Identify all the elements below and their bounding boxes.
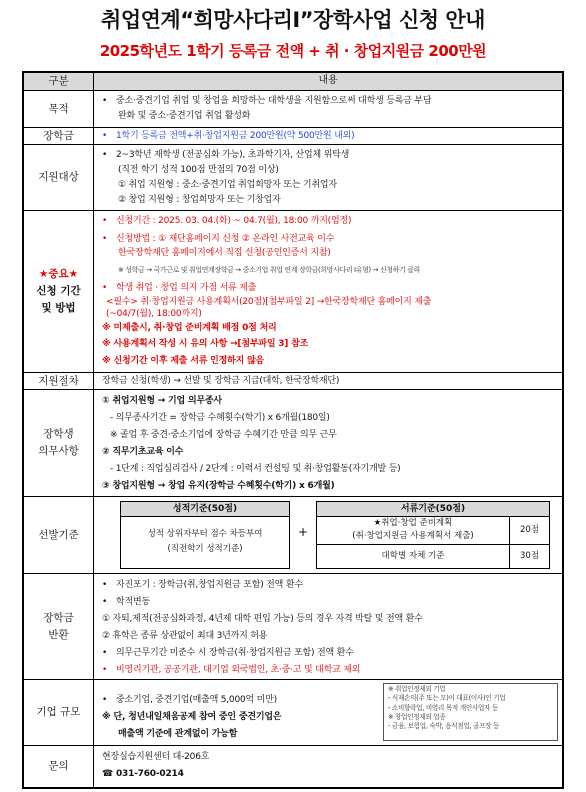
plus-sign: +: [298, 525, 309, 539]
duty-content: [94, 390, 562, 496]
grade-criteria-line-1: 성적 상위자부터 점수 차등부여: [147, 529, 263, 539]
company-exclusion-note: [383, 683, 558, 741]
document-criteria-header: 서류기준(50점): [317, 502, 549, 517]
scholarship-label: 장학금: [24, 128, 94, 144]
refund-row: [24, 573, 562, 679]
company-line-3: 매출액 기준에 관계없이 가능함: [118, 729, 238, 739]
contact-label: 문의: [24, 746, 94, 787]
contact-content: [94, 746, 562, 787]
duty-line-1: ① 취업지원형 → 기업 의무종사: [102, 396, 222, 406]
selection-row: [24, 496, 562, 573]
document-criteria-line-3: 대학별 자체 기준: [317, 545, 510, 568]
apply-label-line-3: 및 방법: [41, 301, 76, 314]
apply-method-1: • 신청방법 : ① 재단홈페이지 신청 ② 온라인 사전교육 이수: [102, 232, 556, 247]
phone-icon: ☎: [102, 769, 114, 779]
eligibility-label: 지원대상: [24, 145, 94, 210]
exclusion-note-line-1: ※ 취업인정제외 기업: [388, 685, 446, 693]
duty-line-4: ② 직무기초교육 이수: [102, 447, 184, 457]
refund-line-5: • 의무근무기간 미준수 시 장학금(취·창업지원금 포함) 전액 환수: [102, 645, 556, 662]
apply-submit-2: <필수> 취·창업지원금 사용계획서(20점)[첨부파일 2] →한국장학재단 홈페이지 제출: [106, 296, 432, 307]
document-criteria-line-2: (취·창업지원금 사용계획서 제출): [352, 531, 474, 541]
refund-content: [94, 574, 562, 679]
company-line-1: • 중소기업, 중견기업(매출액 5,000억 미만): [102, 692, 556, 709]
duty-label: [24, 390, 94, 496]
apply-submit-3: (~04/7(월), 18:00까지): [106, 308, 202, 319]
eligibility-row: [24, 144, 562, 210]
refund-line-4: ② 휴학은 종류 상관없이 최대 3년까지 허용: [102, 631, 268, 641]
grade-criteria-header: 성적기준(50점): [121, 502, 289, 517]
eligibility-content: [94, 145, 562, 210]
apply-warn-2: ※ 사용계획서 작성 시 유의 사항 →[첨부파일 3] 참조: [102, 339, 309, 349]
eligibility-line-1: • 2~3학년 재학생 (전공심화 가능), 초과학기자, 산업체 위탁생: [102, 148, 556, 163]
refund-line-2: • 학적변동: [102, 594, 556, 611]
info-table: [22, 71, 564, 789]
apply-warn-3: ※ 신청기간 이후 제출 서류 인정하지 않음: [102, 355, 265, 366]
refund-line-6: • 비영리기관, 공공기관, 대기업 외국법인, 초·중·고 및 대학교 제외: [102, 662, 556, 679]
procedure-row: [24, 372, 562, 389]
duty-label-line-1: 장학생: [43, 428, 74, 441]
apply-content: [94, 211, 562, 372]
duty-label-line-2: 의무사항: [38, 445, 79, 457]
apply-flow: ※ 성학금 → 국가근로 및 취업연계장학금 → 중소기업 취업 연계 장학금(희망사다리 I유형) → 신청하기 클릭: [118, 265, 420, 274]
refund-line-3: ① 자퇴,제적(전공심화과정, 4년제 대학 편입 가능) 등의 경우 자격 박탈 및 전액 환수: [102, 614, 423, 624]
company-line-2: ※ 단, 청년내일채움공제 참여 중인 중견기업은: [102, 712, 282, 722]
exclusion-note-line-5: - 금융, 보험업, 숙박, 음식점업, 골프장 등: [388, 722, 500, 731]
purpose-content: [94, 91, 562, 127]
apply-warn-1: ※ 미제출시, 취·창업 준비계획 배점 0점 처리: [102, 322, 277, 333]
document-score-1: 20점: [510, 516, 549, 545]
grade-criteria-line-2: (직전학기 성적기준): [167, 544, 243, 554]
duty-line-3: ※ 졸업 후 중견·중소기업에 장학금 수혜기간 만큼 의무 근무: [110, 430, 337, 440]
page-title: 취업연계“희망사다리Ⅰ”장학사업 신청 안내: [101, 8, 485, 32]
duty-line-5: - 1단계 : 직업심리검사 / 2단계 : 이력서 컨설팅 및 취·창업활동(자기개발 등): [110, 464, 401, 474]
refund-label-line-1: 장학금: [43, 611, 74, 624]
purpose-label: 목적: [24, 91, 94, 127]
exclusion-note-line-4: ※ 창업인정제외 업종: [388, 712, 446, 721]
apply-row: [24, 210, 562, 372]
procedure-text: 장학금 신청(학생) → 선발 및 장학금 지급(대학, 한국장학재단): [102, 376, 340, 386]
refund-label: [24, 574, 94, 679]
eligibility-line-3: ① 취업 지원형 : 중소·중견기업 취업희망자 또는 기취업자: [118, 180, 337, 190]
apply-submit-1: • 학생 취업 · 창업 의지 가점 서류 제출: [102, 281, 556, 296]
eligibility-line-4: ② 창업 지원형 : 창업희망자 또는 기창업자: [118, 195, 281, 205]
grade-criteria-box: [120, 501, 290, 569]
exclusion-note-line-2: - 식재손익(주 또는 모)이 대표(이사)인 기업: [388, 694, 506, 703]
header-category: 구분: [24, 73, 94, 90]
apply-method-2: 한국장학재단 홈페이지에서 직접 신청(공인인증서 지참): [118, 248, 331, 258]
duty-line-2: - 의무종사기간 = 장학금 수혜횟수(학기) x 6개월(180일): [110, 413, 330, 423]
page-subtitle: 2025학년도 1학기 등록금 전액 + 취 · 창업지원금 200만원: [99, 42, 487, 60]
apply-label-important: ★중요★: [38, 268, 79, 281]
header-content: 내용: [318, 75, 338, 87]
eligibility-line-2: (직전 학기 성적 100점 만점의 70점 이상): [118, 165, 279, 175]
procedure-label: 지원절차: [24, 373, 94, 389]
selection-label: 선발기준: [24, 497, 94, 573]
document-score-2: 30점: [519, 551, 540, 561]
document-criteria-line-1: ★취업·창업 준비계획: [373, 518, 453, 528]
purpose-line-1: • 중소·중견기업 취업 및 창업을 희망하는 대학생을 지원함으로써 대학생 등록금 부담: [102, 94, 556, 109]
company-label: 기업 규모: [24, 680, 94, 745]
scholarship-text: • 1학기 등록금 전액+취·창업지원금 200만원(약 500만원 내외): [102, 129, 556, 144]
duty-row: [24, 389, 562, 496]
duty-line-6: ③ 창업지원형 → 창업 유지(장학금 수혜횟수(학기) x 6개월): [102, 481, 335, 491]
company-row: [24, 679, 562, 745]
contact-row: [24, 745, 562, 787]
refund-label-line-2: 반환: [48, 628, 69, 641]
document-criteria-box: [316, 501, 550, 569]
apply-period: • 신청기간 : 2025. 03. 04.(화) ~ 04.7(월), 18:00 까지(엄정): [102, 214, 556, 229]
scholarship-content: [94, 128, 562, 144]
contact-office: 현장실습지원센터 대-206호: [102, 752, 210, 762]
purpose-row: [24, 90, 562, 127]
table-header-row: [24, 73, 562, 90]
scholarship-row: [24, 127, 562, 144]
apply-label: [24, 211, 94, 372]
apply-label-line-2: 신청 기간: [36, 285, 81, 298]
exclusion-note-line-3: - 소비향락업, 비영리 목적 개인사업자 등: [388, 703, 498, 712]
refund-line-1: • 자진포기 : 장학금(취,창업지원금 포함) 전액 환수: [102, 577, 556, 594]
contact-phone: 031-760-0214: [115, 769, 184, 779]
purpose-line-2: 완화 및 중소·중견기업 취업 활성화: [118, 110, 251, 121]
